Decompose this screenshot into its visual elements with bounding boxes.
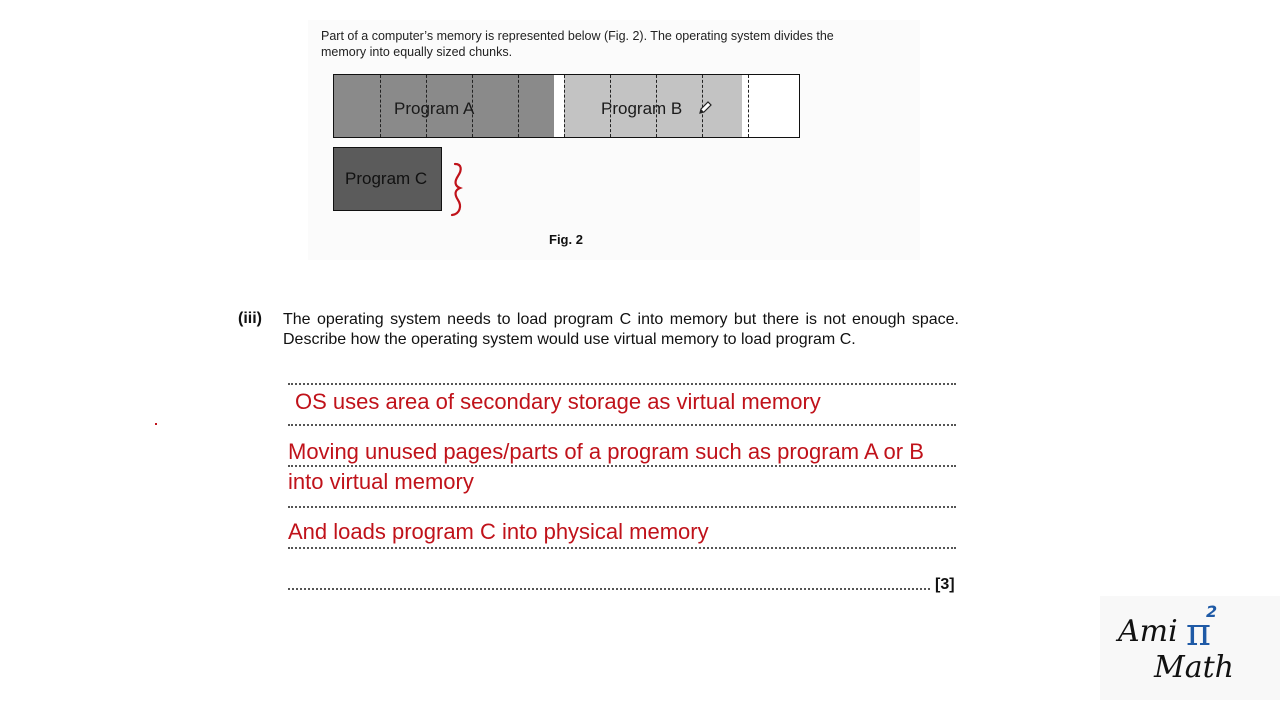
memory-bar [333, 74, 800, 138]
answer-text-1: OS uses area of secondary storage as virtual memory [295, 389, 821, 414]
answer-line [288, 506, 956, 508]
answer-line [288, 465, 956, 467]
question-text: The operating system needs to load program C into memory but there is not enough space. Describe how the operating system would use virtual memory to load program C. [283, 311, 959, 348]
answer-text-2b: into virtual memory [288, 469, 474, 494]
pencil-cursor-icon [697, 100, 713, 116]
answer-line [288, 424, 956, 426]
answer-line [288, 547, 956, 549]
answer-line [288, 383, 956, 385]
intro-line-2: memory into equally sized chunks. [321, 45, 513, 59]
logo-superscript: 2 [1206, 602, 1218, 621]
stray-red-dot [155, 423, 157, 425]
answer-text-2a: Moving unused pages/parts of a program such as program A or B [288, 439, 924, 464]
program-c-label: Program C [345, 169, 428, 188]
logo-ami-text: Ami [1118, 614, 1178, 649]
figure-intro [321, 28, 901, 60]
answer-text-3: And loads program C into physical memory [288, 519, 709, 544]
logo-pi-icon: π [1186, 610, 1211, 654]
program-a-label: Program A [394, 99, 475, 118]
free-gap [554, 75, 564, 137]
chunk-divider [564, 75, 565, 137]
question-number: (iii) [238, 310, 262, 327]
answer-line [288, 588, 930, 590]
program-b-label: Program B [601, 99, 683, 118]
red-brace-annotation [448, 160, 468, 220]
chunk-divider [748, 75, 749, 137]
intro-line-1: Part of a computer’s memory is represented below (Fig. 2). The operating system divides the [321, 29, 834, 43]
chunk-divider [380, 75, 381, 137]
marks-label: [3] [935, 576, 955, 593]
logo-math-text: Math [1154, 650, 1234, 685]
figure-caption: Fig. 2 [549, 232, 583, 247]
chunk-divider [518, 75, 519, 137]
